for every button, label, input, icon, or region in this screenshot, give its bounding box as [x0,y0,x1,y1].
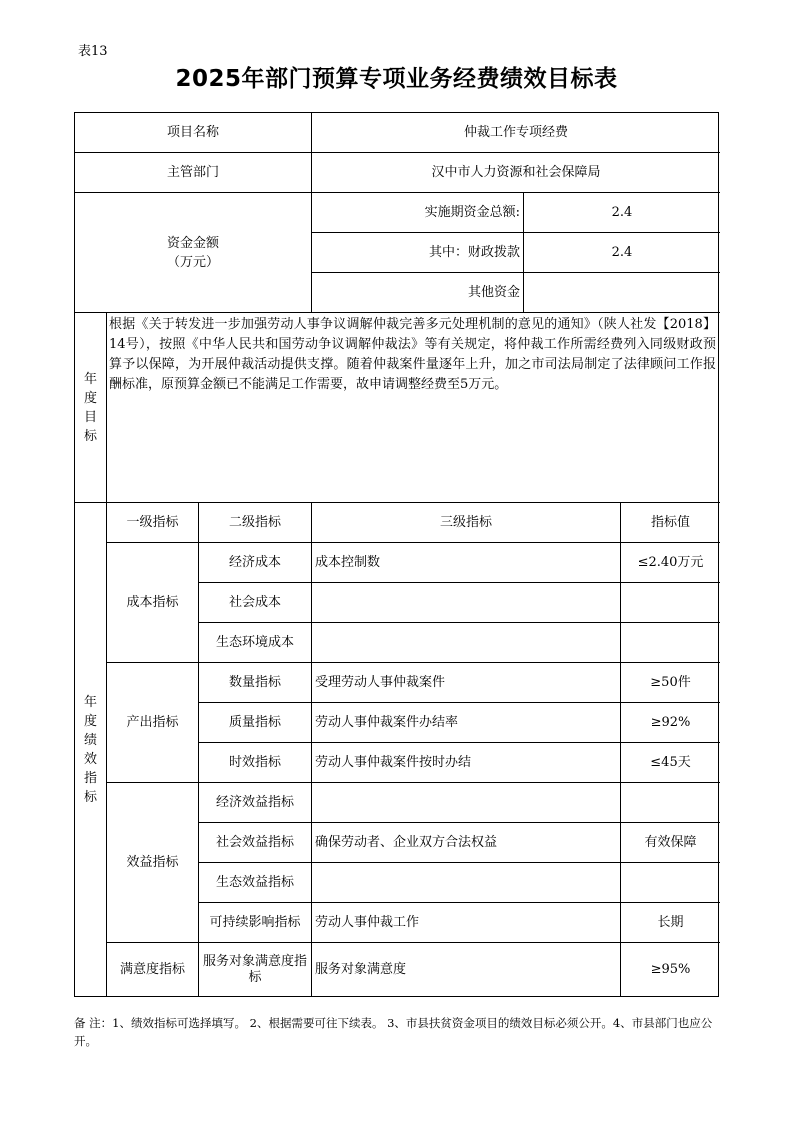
group-output: 产出指标 [107,663,199,783]
level3-cell: 确保劳动者、企业双方合法权益 [312,823,621,863]
level2-cell: 时效指标 [199,743,312,783]
project-name-label: 项目名称 [75,113,312,153]
group-cost: 成本指标 [107,543,199,663]
value-cell: 有效保障 [621,823,720,863]
value-cell [621,623,720,663]
funds-label [75,193,312,313]
value-cell: ≥50件 [621,663,720,703]
level2-cell: 服务对象满意度指标 [199,943,312,997]
annual-goal-label-char: 标 [83,428,97,444]
value-cell: ≤2.40万元 [621,543,720,583]
value-cell: ≥92% [621,703,720,743]
level3-cell [312,783,621,823]
indicators-label [75,503,107,997]
total-funds-label: 实施期资金总额: [312,193,524,233]
level3-cell [312,863,621,903]
level2-cell: 可持续影响指标 [199,903,312,943]
indicators-label-char: 度 [83,714,97,729]
total-funds-value: 2.4 [524,193,720,233]
header-level3: 三级指标 [312,503,621,543]
group-benefit: 效益指标 [107,783,199,943]
indicators-label-char: 年 [83,695,97,710]
indicators-label-char: 标 [83,790,97,805]
annual-goal-text: 根据《关于转发进一步加强劳动人事争议调解仲裁完善多元处理机制的意见的通知》（陕人社发【2018】14号），按照《中华人民共和国劳动争议调解仲裁法》等有关规定，将仲裁工作所需经费列入同级财政预算予以保障，为开展仲裁活动提供支撑。随着仲裁案件量逐年上升，加之市司法局制定了法律顾问工作报酬标准，原预算金额已不能满足工作需要，故申请调整经费至5万元。 [107,313,720,503]
level2-cell: 社会成本 [199,583,312,623]
level2-cell: 生态环境成本 [199,623,312,663]
fiscal-funds-value: 2.4 [524,233,720,273]
indicators-label-char: 效 [83,752,97,767]
level3-cell: 劳动人事仲裁案件办结率 [312,703,621,743]
page-title: 2025年部门预算专项业务经费绩效目标表 [175,66,618,92]
fiscal-funds-label: 其中：财政拨款 [312,233,524,273]
annual-goal-label [75,313,107,503]
level2-cell: 数量指标 [199,663,312,703]
level2-cell: 质量指标 [199,703,312,743]
annual-goal-label-char: 年 [83,371,97,387]
department-label: 主管部门 [75,153,312,193]
value-cell: ≥95% [650,962,691,977]
level2-cell: 生态效益指标 [199,863,312,903]
value-cell: ≤45天 [621,743,720,783]
indicators-label-char: 指 [83,771,97,786]
level3-cell: 服务对象满意度 [312,943,621,997]
other-funds-label: 其他资金 [312,273,524,313]
level3-cell [312,583,621,623]
header-level2: 二级指标 [199,503,312,543]
level3-cell [312,623,621,663]
header-value: 指标值 [621,503,720,543]
value-cell: 长期 [621,903,720,943]
funds-label-line1: 资金金额 [166,235,219,251]
level3-cell: 劳动人事仲裁案件按时办结 [312,743,621,783]
performance-target-table [74,112,719,997]
level2-cell: 经济成本 [199,543,312,583]
footnote: 备 注：1、绩效指标可选择填写。 2、根据需要可往下续表。 3、市县扶贫资金项目的绩效目标必须公开。4、市县部门也应公开。 [74,1016,713,1048]
level2-cell: 经济效益指标 [199,783,312,823]
level2-cell: 社会效益指标 [199,823,312,863]
group-satisfaction: 满意度指标 [107,943,199,997]
level3-cell: 劳动人事仲裁工作 [312,903,621,943]
annual-goal-label-char: 目 [83,409,97,425]
table-number: 表13 [78,44,108,59]
value-cell [621,583,720,623]
department-value: 汉中市人力资源和社会保障局 [312,153,720,193]
header-level1: 一级指标 [107,503,199,543]
annual-goal-label-char: 度 [83,390,97,406]
other-funds-value [524,273,720,313]
indicators-label-char: 绩 [83,733,97,748]
level3-cell: 受理劳动人事仲裁案件 [312,663,621,703]
funds-label-line2: （万元） [166,254,219,270]
level3-cell: 成本控制数 [312,543,621,583]
project-name-value: 仲裁工作专项经费 [312,113,720,153]
value-cell [621,783,720,823]
value-cell [621,863,720,903]
